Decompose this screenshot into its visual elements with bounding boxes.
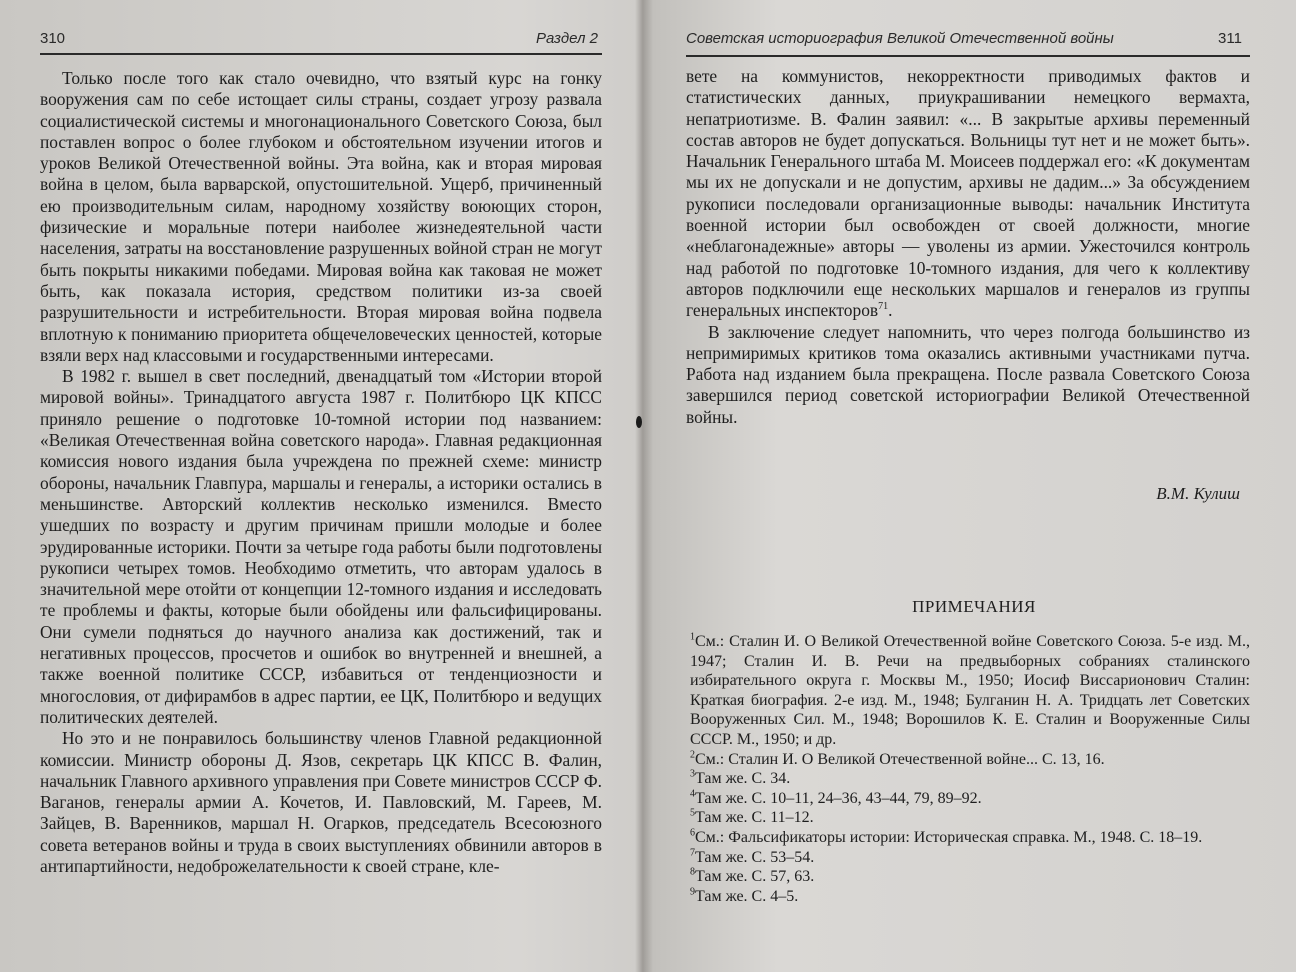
note-text: См.: Сталин И. О Великой Отечественной войне Советского Союза. 5-е изд. М., 1947; Сталин И. В. Речи на предвыборных собраниях сталинского избирательного округа г. Москвы М., 1950; Иосиф Виссарионович Сталин: Краткая биография. 2-е изд. М., 1948; Булганин Н. А. Тридцать лет Советских Вооруженных Сил. М., 1948; Ворошилов К. Е. Сталин и Вооруженные Силы СССР. М., 1950; и др.: [690, 633, 1250, 748]
paragraph: [686, 66, 1250, 322]
note-item: [690, 828, 1250, 848]
right-body-text: [686, 66, 1250, 428]
note-text: Там же. С. 57, 63.: [695, 868, 815, 886]
note-text: Там же. С. 4–5.: [695, 887, 799, 905]
note-number: 3: [690, 768, 695, 780]
paragraph-end: .: [888, 300, 893, 321]
note-item: [690, 867, 1250, 887]
note-item: [690, 769, 1250, 789]
header-rule-left: [40, 53, 602, 55]
paragraph-text: вете на коммунистов, некорректности приводимых фактов и статистических данных, приукрашивании немецкого вермахта, непатриотизме. В. Фалин заявил: «... В закрытые архивы переменный состав авторов не будет допускаться. Вольницы тут нет и не может быть». Начальник Генерального штаба М. Моисеев поддержал его: «К документам мы их не допускали и не допустим, архивы не дадим...» За обсуждением рукописи последовали организационные выводы: начальник Института военной истории был освобожден от своей должности, многие «неблагонадежные» авторы — уволены из армии. Ужесточился контроль над работой по подготовке 10-томного издания, для чего к коллективу авторов подключили еще нескольких маршалов и генералов из группы генеральных инспекторов: [686, 66, 1250, 321]
paragraph: Но это и не понравилось большинству членов Главной редакционной комиссии. Министр обороны Д. Язов, секретарь ЦК КПСС В. Фалин, начальник Главного архивного управления при Совете министров СССР Ф. Ваганов, генералы армии А. Кочетов, И. Павловский, М. Гареев, М. Зайцев, В. Варенников, маршал Н. Огарков, председатель Всесоюзного совета ветеранов войны и труда в своих выступлениях обвинили авторов в антипартийности, недоброжелательности к своей стране, кле-: [40, 728, 602, 876]
right-page: [652, 0, 1296, 972]
notes-list: [690, 632, 1250, 906]
note-number: 2: [690, 749, 695, 761]
left-page: [0, 0, 640, 972]
note-item: [690, 750, 1250, 770]
note-text: Там же. С. 53–54.: [695, 848, 815, 866]
author-signature: В.М. Кулиш: [1156, 484, 1240, 503]
note-text: Там же. С. 10–11, 24–36, 43–44, 79, 89–92.: [695, 789, 982, 807]
note-number: 7: [690, 847, 695, 859]
note-number: 9: [690, 886, 695, 898]
note-text: Там же. С. 11–12.: [695, 809, 814, 827]
note-item: [690, 632, 1250, 750]
footnote-ref: 71: [878, 301, 889, 313]
left-body-text: [40, 68, 602, 877]
note-number: 4: [690, 788, 695, 800]
paragraph: Только после того как стало очевидно, что взятый курс на гонку вооружения сам по себе истощает силы страны, создает угрозу развала социалистической системы и многонационального Советского Союза, был поставлен вопрос о более глубоком и обстоятельном изучении итогов и уроков Великой Отечественной войны. Эта война, как и вторая мировая война в целом, была варварской, опустошительной. Ущерб, причиненный ею производительным силам, народному хозяйству воюющих сторон, физические и моральные потери наиболее жизнедеятельной части населения, затраты на восстановление разрушенных войной стран не могут быть покрыты никакими победами. Мировая война как таковая не может быть, как показала история, средством политики из-за своей разрушительности и истребительности. Вторая мировая война подвела вплотную к пониманию приоритета общечеловеческих ценностей, которые взяли верх над классовыми и государственными интересами.: [40, 68, 602, 365]
note-item: [690, 808, 1250, 828]
notes-heading: ПРИМЕЧАНИЯ: [912, 597, 1036, 616]
running-head-left: Раздел 2: [536, 30, 598, 47]
note-item: [690, 848, 1250, 868]
page-number-right: 311: [1218, 30, 1242, 47]
paragraph: В заключение следует напомнить, что через полгода большинство из непримиримых критиков тома оказались активными участниками путча. Работа над изданием была прекращена. После развала Советского Союза завершился период советской историографии Великой Отечественной войны.: [686, 321, 1250, 427]
note-text: Там же. С. 34.: [695, 770, 791, 788]
note-number: 5: [690, 808, 695, 820]
header-rule-right: [686, 55, 1250, 57]
page-number-left: 310: [40, 30, 66, 47]
note-text: См.: Сталин И. О Великой Отечественной войне... С. 13, 16.: [695, 750, 1105, 768]
note-number: 6: [690, 827, 695, 839]
note-number: 1: [690, 631, 695, 643]
note-text: См.: Фальсификаторы истории: Историческая справка. М., 1948. С. 18–19.: [695, 828, 1203, 846]
note-number: 8: [690, 866, 695, 878]
note-item: [690, 887, 1250, 907]
note-item: [690, 789, 1250, 809]
paragraph: В 1982 г. вышел в свет последний, двенадцатый том «Истории второй мировой войны». Тринадцатого августа 1987 г. Политбюро ЦК КПСС приняло решение о подготовке 10-томной истории под названием: «Великая Отечественная война советского народа». Главная редакционная комиссия нового издания была учреждена по прежней схеме: министр обороны, начальник Главпура, маршалы и генералы, а историки остались в меньшинстве. Авторский коллектив несколько изменился. Вместо ушедших по возрасту и другим причинам пришли молодые и более эрудированные историки. Почти за четыре года работы были подготовлены рукописи четырех томов. Необходимо отметить, что авторам удалось в значительной мере отойти от концепции 12-томного издания и исследовать те проблемы и факты, которые были обойдены или фальсифицированы. Они сумели подняться до научного анализа как достижений, так и негативных процессов, просчетов и ошибок во внутренней и внешней, а также военной политике СССР, избавиться от тенденциозности и многословия, от дифирамбов в адрес партии, ее ЦК, Политбюро и ведущих политических деятелей.: [40, 366, 602, 727]
running-head-right: Советская историография Великой Отечественной войны: [686, 30, 1114, 47]
spine-mark: [636, 416, 642, 428]
